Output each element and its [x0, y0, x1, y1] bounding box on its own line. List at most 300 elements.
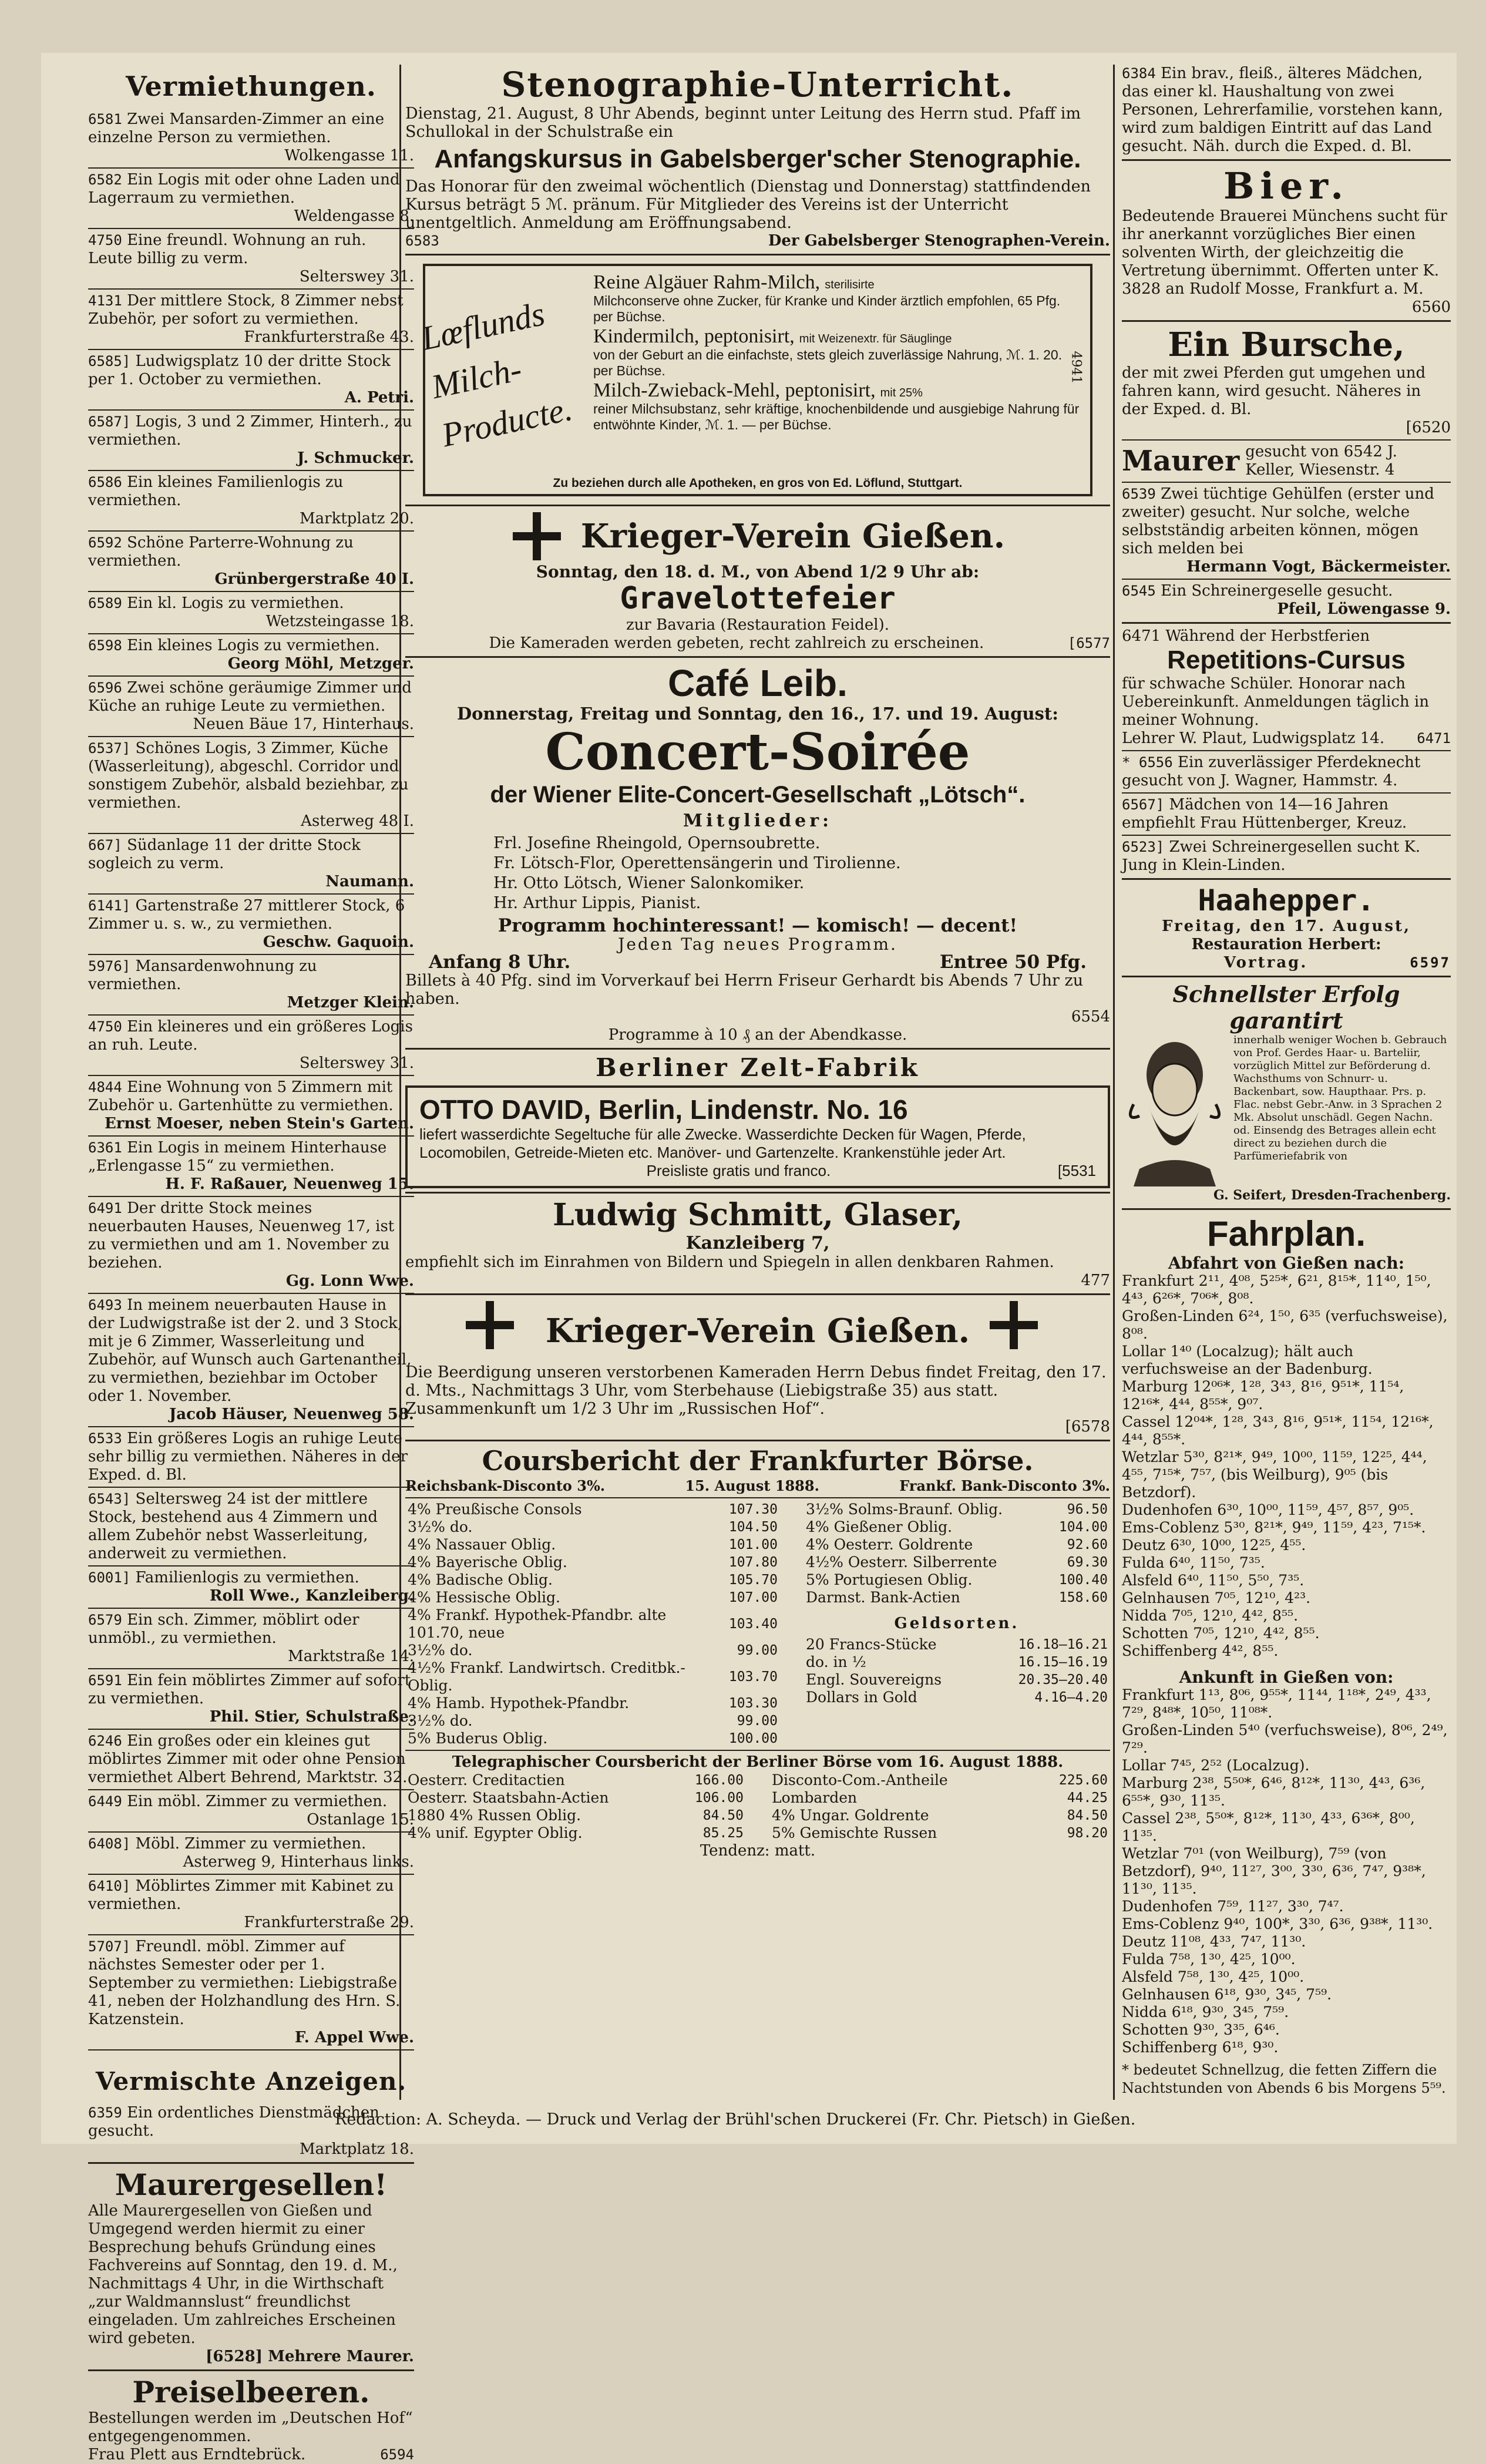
ad-signature: Gg. Lonn Wwe. [285, 1272, 414, 1290]
rental-ad [88, 110, 414, 165]
table-row [769, 1807, 1110, 1824]
timetable-entry: Großen-Linden 6²⁴, 1⁵⁰, 6³⁵ (verfuchsweise), 8⁰⁸. [1122, 1307, 1448, 1342]
ad-divider [1122, 579, 1451, 580]
ad-divider [88, 736, 414, 737]
timetable-entry: Alsfeld 6⁴⁰, 11⁵⁰, 5⁵⁰, 7³⁵. [1122, 1572, 1305, 1589]
steno-title: Stenographie-Unterricht. [501, 65, 1014, 105]
ad-address: Selterswey 31. [299, 268, 414, 285]
boerse-right-table [803, 1501, 1110, 1606]
bier-text: Bedeutende Brauerei Münchens sucht für ihr anerkannt vorzügliches Bier einen solventen Wirth, der gleichzeitig die Vertretung übernimmt. Offerten unter K. 3828 an Rudolf Mosse, Frankfurt a. M. [1122, 207, 1447, 298]
boerse-left-table [405, 1501, 780, 1747]
rental-ad [88, 1018, 414, 1073]
ad-divider [88, 675, 414, 677]
ad-address: Frankfurterstraße 43. [244, 328, 414, 346]
rental-ad [88, 957, 414, 1012]
ad-text: Seltersweg 24 ist der mittlere Stock, bestehend aus 4 Zimmern und allem Zubehör nebst Wasserleitung, anderweit zu vermiethen. [88, 1490, 378, 1562]
table-row [769, 1789, 1110, 1807]
cafe-member: Hr. Otto Lötsch, Wiener Salonkomiker. [493, 874, 805, 892]
ad-divider [88, 349, 414, 350]
ad-signature: Naumann. [325, 873, 414, 890]
krieger2-header [405, 1299, 1110, 1363]
ad-address: Asterweg 9, Hinterhaus links. [183, 1853, 414, 1871]
ad-text: Zwei schöne geräumige Zimmer und Küche an ruhige Leute zu vermiethen. [88, 679, 412, 715]
timetable-entry: Frankfurt 1¹³, 8⁰⁶, 9⁵⁵*, 11⁴⁴, 1¹⁸*, 2⁴⁹, 4³³, 7²⁹, 8⁴⁸*, 10⁵⁰, 11⁰⁸*. [1122, 1686, 1431, 1721]
table-row [769, 1824, 1110, 1842]
zelt-ad [405, 1085, 1110, 1188]
loeflund-item-tag: sterilisirte [825, 278, 875, 291]
right-top-ads [1122, 65, 1451, 156]
maurergesellen-signature: [6528] Mehrere Maurer. [206, 2348, 414, 2365]
ad-signature: H. F. Raßauer, Neuenweg 15. [165, 1175, 414, 1193]
fahrplan-note: * bedeutet Schnellzug, die fetten Ziffern die Nachtstunden von Abends 6 bis Morgens 5⁵⁹. [1122, 2062, 1446, 2096]
ad-text: Mansardenwohnung zu vermiethen. [88, 957, 317, 993]
ad-divider [88, 1196, 414, 1197]
security-price: 106.00 [694, 1790, 744, 1806]
ad-text: Schönes Logis, 3 Zimmer, Küche (Wasserleitung), abgeschl. Corridor und sonstigem Zubehör, alsbald beziehbar, zu vermiethen. [88, 739, 409, 812]
loeflund-footer: Zu beziehen durch alle Apotheken, en gros von Ed. Löflund, Stuttgart. [553, 476, 963, 490]
ad-address: Ostanlage 15. [307, 1811, 414, 1828]
iron-cross-icon [510, 510, 563, 563]
table-row [405, 1824, 746, 1842]
loeflund-item-tag: mit Weizenextr. für Säuglinge [799, 332, 952, 345]
timetable-entry: Lollar 1⁴⁰ (Localzug); hält auch verfuchsweise an der Badenburg. [1122, 1343, 1373, 1377]
security-name: 4% Frankf. Hypothek-Pfandbr. alte 101.70, neue [408, 1606, 667, 1641]
ad-divider [88, 893, 414, 895]
table-row [803, 1554, 1110, 1571]
security-price: 85.25 [702, 1826, 744, 1841]
ad-text: Freundl. möbl. Zimmer auf nächstes Semester oder per 1. September zu vermiethen: Liebigstraße 41, neben der Holzhandlung des Hrn. S. Katzenstein. [88, 1938, 401, 2028]
right-column [1122, 65, 1451, 2097]
security-name: 5% Gemischte Russen [772, 1824, 937, 1841]
ad-divider [88, 2049, 414, 2050]
table-row [803, 1536, 1110, 1554]
ad-divider [88, 1874, 414, 1875]
security-price: 99.00 [737, 1713, 778, 1729]
bursche-title: Ein Bursche, [1168, 325, 1405, 364]
rental-ad [88, 739, 414, 831]
ad-number: 6491 [88, 1200, 122, 1216]
fahrplan-title: Fahrplan. [1206, 1214, 1366, 1253]
ad-divider [88, 954, 414, 955]
table-row [405, 1730, 780, 1747]
ad-address: Asterweg 48 I. [301, 812, 414, 830]
ad-address: Frankfurterstraße 29. [244, 1914, 414, 1931]
security-price: 103.30 [728, 1696, 778, 1711]
ad-text: Ein Schreinergeselle gesucht. [1161, 582, 1393, 600]
ad-text: Eine freundl. Wohnung an ruh. Leute billig zu verm. [88, 231, 367, 267]
bearded-man-illustration [1122, 1034, 1228, 1186]
classified-ad [1122, 582, 1451, 618]
rental-ad [88, 1430, 414, 1484]
security-price: 101.00 [728, 1537, 778, 1552]
maurer-ad [1122, 443, 1451, 479]
ad-divider [88, 1565, 414, 1567]
ad-divider [88, 1831, 414, 1833]
loeflund-item [593, 325, 1081, 379]
rental-ad [88, 1938, 414, 2047]
left-column [88, 65, 414, 2464]
ad-number: 6567] [1122, 796, 1165, 813]
erfolg-signature: G. Seifert, Dresden-Trachenberg. [1213, 1188, 1451, 1203]
table-row [405, 1789, 746, 1807]
ad-signature: Georg Möhl, Metzger. [227, 655, 414, 673]
rental-ad [88, 1732, 414, 1787]
security-price: 20.35—20.40 [1018, 1672, 1108, 1688]
ad-text: Mädchen von 14—16 Jahren empfiehlt Frau Hüttenberger, Kreuz. [1122, 796, 1407, 832]
classified-ad [1122, 796, 1451, 832]
ad-signature: Geschw. Gaquoin. [263, 933, 414, 951]
ad-divider [88, 1789, 414, 1790]
timetable-entry: Deutz 11⁰⁸, 4³³, 7⁴⁷, 11³⁰. [1122, 1933, 1306, 1950]
cafe-member: Frl. Josefine Rheingold, Opernsoubrette. [493, 834, 821, 852]
steno-headline: Anfangskursus in Gabelsberger'scher Stenographie. [434, 144, 1081, 173]
security-name: 1880 4% Russen Oblig. [408, 1807, 581, 1824]
security-price: 107.00 [728, 1590, 778, 1605]
geld-table [803, 1636, 1110, 1706]
security-name: Engl. Souvereigns [806, 1671, 942, 1688]
rental-ad [88, 231, 414, 286]
misc-ads-title: Vermischte Anzeigen. [95, 2067, 407, 2096]
ad-number: 6586 [88, 474, 122, 490]
haahepper-line3: Vortrag. 6597 [1223, 954, 1451, 972]
security-price: 100.00 [728, 1731, 778, 1746]
krieger1-text: Die Kameraden werden gebeten, recht zahlreich zu erscheinen. [6577 [489, 634, 1110, 652]
security-name: 4% Bayerische Oblig. [408, 1554, 567, 1571]
loeflund-item [593, 379, 1081, 433]
berlin-tables [405, 1771, 1110, 1842]
ad-divider [88, 1014, 414, 1016]
ad-address: Marktplatz 20. [300, 510, 414, 527]
security-price: 16.15—16.19 [1018, 1655, 1108, 1670]
ad-divider [88, 1608, 414, 1609]
ad-divider [88, 1426, 414, 1427]
security-name: Oesterr. Staatsbahn-Actien [408, 1789, 609, 1806]
page-footer: Redaction: A. Scheyda. — Druck und Verlag der Brühl'schen Druckerei (Fr. Chr. Pietsch) in Gießen. [335, 2110, 1136, 2129]
ad-divider [88, 1135, 414, 1137]
security-name: 3½% do. [408, 1712, 473, 1729]
zelt-price: Preisliste gratis und franco. [5531 [646, 1162, 1096, 1179]
loeflund-item-name: Kindermilch, peptonisirt, [593, 325, 795, 347]
ad-text: Ein größeres Logis an ruhige Leute sehr billig zu vermiethen. Näheres in der Exped. d. Bl. [88, 1430, 408, 1484]
ad-address: Wolkengasse 11. [284, 147, 414, 164]
classified-ad [1122, 754, 1451, 790]
table-row [803, 1671, 1110, 1689]
security-name: 4% unif. Egypter Oblig. [408, 1824, 583, 1841]
timetable-entry: Deutz 6³⁰, 10⁰⁰, 12²⁵, 4⁵⁵. [1122, 1537, 1306, 1554]
loeflund-ad-number: 4941 [1068, 351, 1084, 384]
ad-divider [88, 1668, 414, 1669]
rental-ad [88, 1793, 414, 1829]
security-price: 100.40 [1058, 1572, 1108, 1588]
steno-text-1: Dienstag, 21. August, 8 Uhr Abends, beginnt unter Leitung des Herrn stud. Pfaff im Schullokal in der Schulstraße ein [405, 105, 1081, 141]
table-row [405, 1554, 780, 1571]
rental-ad [88, 1569, 414, 1605]
ad-text: Zwei Mansarden-Zimmer an eine einzelne Person zu vermiethen. [88, 110, 385, 146]
rental-ads-list [88, 110, 414, 2050]
table-row [405, 1518, 780, 1536]
ad-number: 4844 [88, 1079, 122, 1095]
timetable-entry: Schiffenberg 6¹⁸, 9³⁰. [1122, 2039, 1279, 2056]
rental-ad [88, 1078, 414, 1133]
rental-ad [88, 1835, 414, 1871]
steno-footer: 6583 Der Gabelsberger Stenographen-Verein. [405, 232, 1110, 250]
table-row [405, 1642, 780, 1659]
rental-ad [88, 1199, 414, 1290]
ad-number: 6533 [88, 1430, 122, 1447]
security-price: 16.18—16.21 [1018, 1637, 1108, 1652]
ad-text: Möbl. Zimmer zu vermiethen. [135, 1835, 367, 1853]
ad-signature: A. Petri. [344, 389, 414, 406]
ad-signature: Metzger Klein. [287, 994, 414, 1011]
boerse-header: Reichsbank-Disconto 3%. 15. August 1888. Frankf. Bank-Disconto 3%. [405, 1477, 1110, 1494]
loeflund-item-tag: mit 25% [880, 386, 923, 399]
maurergesellen-text: Alle Maurergesellen von Gießen und Umgegend werden hiermit zu einer Besprechung behufs Gründung eines Fachvereins auf Sonntag, den 19. d. M., Nachmittags 4 Uhr, in die Wirthschaft „zur Waldmannslust“ freundlichst eingeladen. Um zahlreiches Erscheinen wird gebeten. [88, 2202, 398, 2347]
ad-divider [88, 1075, 414, 1076]
loeflund-item-desc: von der Geburt an die einfachste, stets gleich zuverlässige Nahrung, ℳ. 1. 20. per Büchse. [593, 347, 1063, 378]
security-name: 4% Gießener Oblig. [806, 1518, 953, 1535]
ad-number: 6537] [88, 740, 131, 757]
security-price: 96.50 [1067, 1502, 1108, 1517]
ad-signature: Grünbergerstraße 40 I. [214, 570, 414, 588]
rental-ad [88, 171, 414, 226]
ad-number: 6384 [1122, 65, 1156, 82]
security-price: 4.16—4.20 [1034, 1690, 1108, 1705]
ad-number: 4131 [88, 293, 122, 309]
ad-number: 6141] [88, 897, 131, 914]
berlin-right-table [769, 1771, 1110, 1842]
preiselbeeren-title: Preiselbeeren. [132, 2375, 370, 2409]
schmitt-number: 477 [1081, 1272, 1110, 1289]
ad-number: * 6556 [1122, 754, 1173, 771]
rental-ad [88, 292, 414, 347]
ad-address: Wetzsteingasse 18. [265, 613, 414, 630]
ad-signature: F. Appel Wwe. [294, 2029, 414, 2046]
maurer-title: Maurer [1122, 445, 1240, 478]
maurer-text: gesucht von 6542 J. Keller, Wiesenstr. 4 [1245, 443, 1397, 479]
rental-ad [88, 594, 414, 631]
ad-number: 5707] [88, 1938, 131, 1955]
security-name: Lombarden [772, 1789, 858, 1806]
erfolg-ad [1122, 1034, 1451, 1186]
cafe-dates: Donnerstag, Freitag und Sonntag, den 16., 17. und 19. August: [457, 704, 1058, 724]
ad-text: Ein fein möblirtes Zimmer auf sofort zu vermiethen. [88, 1672, 411, 1707]
ad-divider [88, 1934, 414, 1935]
zelt-title: Berliner Zelt-Fabrik [596, 1053, 920, 1082]
timetable-entry: Dudenhofen 6³⁰, 10⁰⁰, 11⁵⁹, 4⁵⁷, 8⁵⁷, 9⁰⁵. [1122, 1501, 1414, 1518]
ad-signature: Roll Wwe., Kanzleiberg. [209, 1587, 414, 1605]
cafe-program: Programm hochinteressant! — komisch! — decent! [497, 915, 1018, 936]
security-name: 4% Hessische Oblig. [408, 1589, 560, 1606]
preiselbeeren-text: Bestellungen werden im „Deutschen Hof“ entgegengenommen. [88, 2409, 413, 2445]
cafe-number: 6554 [1071, 1008, 1110, 1026]
krieger1-date: Sonntag, den 18. d. M., von Abend 1/2 9 Uhr ab: [536, 562, 980, 581]
security-name: 20 Francs-Stücke [806, 1636, 937, 1653]
berlin-title: Telegraphischer Coursbericht der Berliner Börse vom 16. August 1888. [452, 1753, 1064, 1771]
ad-address: Selterswey 31. [299, 1054, 414, 1072]
ad-address: Marktstraße 14. [288, 1648, 414, 1665]
ad-text: Ein brav., fleiß., älteres Mädchen, das einer kl. Haushaltung von zwei Personen, Lehrerfamilie, vorstehen kann, wird zum baldigen Eintritt auf das Land gesucht. Näh. durch die Exped. d. Bl. [1122, 65, 1443, 155]
security-name: 4½% Frankf. Landwirtsch. Creditbk.-Oblig. [408, 1659, 685, 1694]
ad-text: Logis, 3 und 2 Zimmer, Hinterh., zu vermiethen. [88, 413, 412, 449]
security-price: 104.00 [1058, 1520, 1108, 1535]
table-row [803, 1589, 1110, 1606]
erfolg-title: Schnellster Erfolg garantirt [1172, 981, 1400, 1034]
berlin-left-table [405, 1771, 746, 1842]
cafe-members-list [493, 833, 1110, 913]
haahepper-line2: Restauration Herbert: [1191, 936, 1381, 953]
table-row [769, 1771, 1110, 1789]
timetable-entry: Wetzlar 7⁰¹ (von Weilburg), 7⁵⁹ (von Betzdorf), 9⁴⁰, 11²⁷, 3⁰⁰, 3³⁰, 6³⁶, 7⁴⁷, 9³⁸*, 11³⁰, 11³⁵. [1122, 1845, 1426, 1897]
berlin-tendenz: Tendenz: matt. [700, 1842, 816, 1860]
security-name: 4% Badische Oblig. [408, 1571, 553, 1588]
ad-text: Gartenstraße 27 mittlerer Stock, 6 Zimmer u. s. w., zu vermiethen. [88, 897, 405, 933]
right-mid-ads [1122, 485, 1451, 618]
rental-ad [88, 473, 414, 528]
krieger2-text: Die Beerdigung unseren verstorbenen Kameraden Herrn Debus findet Freitag, den 17. d. Mts., Nachmittags 3 Uhr, vom Sterbehause (Liebigstraße 35) aus statt. Zusammenkunft um 1/2 3 Uhr im „Russischen Hof“. [405, 1363, 1107, 1418]
security-price: 104.50 [728, 1520, 778, 1535]
security-price: 98.20 [1067, 1826, 1108, 1841]
ad-divider [88, 591, 414, 592]
ad-text: Ein zuverlässiger Pferdeknecht gesucht von J. Wagner, Hammstr. 4. [1122, 754, 1421, 789]
loeflund-brand: Lœflunds Milch-Producte. [418, 294, 576, 455]
loeflund-item-name: Reine Algäuer Rahm-Milch, [593, 271, 821, 293]
timetable-entry: Wetzlar 5³⁰, 8²¹*, 9⁴⁹, 10⁰⁰, 11⁵⁹, 12²⁵, 4⁴⁴, 4⁵⁵, 7¹⁵*, 7⁵⁷, (bis Weilburg), 9⁰⁵ (bis Betzdorf). [1122, 1448, 1427, 1501]
security-price: 107.80 [728, 1555, 778, 1570]
krieger2-title: Krieger-Verein Gießen. [545, 1312, 970, 1350]
security-price: 166.00 [694, 1773, 744, 1788]
iron-cross-icon [987, 1299, 1052, 1363]
zelt-text: liefert wasserdichte Segeltuche für alle Zwecke. Wasserdichte Decken für Wagen, Pferde, Locomobilen, Getreide-Mieten etc. Manöver- und Gartenzelte. Krankenstühle jeder Art. [419, 1125, 1026, 1161]
ad-text: Südanlage 11 der dritte Stock sogleich zu verm. [88, 836, 361, 872]
security-name: 4% Ungar. Goldrente [772, 1807, 929, 1824]
krieger1-title: Krieger-Verein Gießen. [580, 517, 1006, 556]
security-name: 5% Portugiesen Oblig. [806, 1571, 973, 1588]
table-row [803, 1653, 1110, 1671]
bursche-text: der mit zwei Pferden gut umgehen und fahren kann, wird gesucht. Näheres in der Exped. d. Bl. [1122, 364, 1426, 418]
table-row [405, 1571, 780, 1589]
table-row [405, 1659, 780, 1695]
haahepper-line1: Freitag, den 17. August, [1161, 917, 1411, 935]
ad-signature: Hermann Vogt, Bäckermeister. [1186, 558, 1451, 576]
ad-text: Möblirtes Zimmer mit Kabinet zu vermiethen. [88, 1877, 394, 1913]
loeflund-item-desc: Milchconserve ohne Zucker, für Kranke und Kinder ärztlich empfohlen, 65 Pfg. per Büchse. [593, 293, 1061, 324]
ad-divider [88, 633, 414, 634]
rental-ad [88, 836, 414, 891]
classified-ad [1122, 65, 1451, 156]
timetable-entry: Frankfurt 2¹¹, 4⁰⁸, 5²⁵*, 6²¹, 8¹⁵*, 11⁴⁰, 1⁵⁰, 4⁴³, 6²⁶*, 7⁰⁶*, 8⁰⁸. [1122, 1272, 1431, 1307]
ad-number: 667] [88, 837, 122, 853]
ad-divider [88, 833, 414, 834]
ad-number: 6598 [88, 637, 122, 654]
timetable-entry: Schiffenberg 4⁴², 8⁵⁵. [1122, 1642, 1279, 1659]
vermiethungen-title: Vermiethungen. [126, 70, 376, 102]
security-name: 4% Oesterr. Goldrente [806, 1536, 973, 1553]
timetable-entry: Ems-Coblenz 5³⁰, 8²¹*, 9⁴⁹, 11⁵⁹, 4²³, 7¹⁵*. [1122, 1519, 1426, 1536]
ad-address: Weldengasse 8. [294, 207, 414, 225]
schmitt-address: Kanzleiberg 7, [685, 1233, 830, 1253]
security-name: Dollars in Gold [806, 1689, 917, 1706]
rental-ad [88, 1611, 414, 1666]
ad-divider [1122, 792, 1451, 794]
ad-divider [1122, 835, 1451, 836]
ad-number: 6585] [88, 353, 131, 369]
ad-text: Zwei tüchtige Gehülfen (erster und zweiter) gesucht. Nur solche, welche selbstständig arbeiten können, mögen sich melden bei [1122, 485, 1434, 557]
rental-ad [88, 1672, 414, 1726]
rental-ad [88, 1490, 414, 1563]
table-row [405, 1501, 780, 1518]
ad-number: 5976] [88, 958, 131, 974]
ad-divider [88, 167, 414, 169]
classified-ad [1122, 838, 1451, 875]
boerse-title: Coursbericht der Frankfurter Börse. [482, 1445, 1034, 1477]
timetable-entry: Marburg 2³⁸, 5⁵⁰*, 6⁴⁶, 8¹²*, 11³⁰, 4⁴³, 6³⁶, 6⁵⁵*, 9³⁰, 11³⁵. [1122, 1774, 1426, 1809]
security-name: 4% Preußische Consols [408, 1501, 582, 1518]
timetable-entry: Schotten 7⁰⁵, 12¹⁰, 4⁴², 8⁵⁵. [1122, 1625, 1320, 1642]
table-row [405, 1606, 780, 1642]
preiselbeeren-signature: Frau Plett aus Erndtebrück. 6594 [88, 2446, 414, 2463]
rental-ad [88, 1877, 414, 1932]
haahepper-title: Haahepper. [1198, 883, 1375, 917]
cafe-programs: Programme à 10 ₰ an der Abendkasse. [608, 1026, 907, 1044]
rental-ad [88, 1296, 414, 1424]
ad-number: 6543] [88, 1491, 131, 1507]
ad-number: 6581 [88, 111, 122, 127]
ad-divider [88, 1729, 414, 1730]
table-row [803, 1571, 1110, 1589]
security-name: 4% Hamb. Hypothek-Pfandbr. [408, 1695, 630, 1712]
timetable-entry: Cassel 12⁰⁴*, 1²⁸, 3⁴³, 8¹⁶, 9⁵¹*, 11⁵⁴, 12¹⁶*, 4⁴⁴, 8⁵⁵*. [1122, 1413, 1434, 1448]
ad-number: 6592 [88, 535, 122, 551]
ad-divider [88, 530, 414, 532]
security-price: 99.00 [737, 1643, 778, 1658]
rental-ad [88, 534, 414, 589]
security-price: 44.25 [1067, 1790, 1108, 1806]
rental-ad [88, 352, 414, 407]
table-row [405, 1536, 780, 1554]
maurergesellen-title: Maurergesellen! [115, 2167, 388, 2202]
ad-text: Ein kl. Logis zu vermiethen. [127, 594, 344, 612]
rental-ad [88, 679, 414, 734]
bier-number: 6560 [1411, 298, 1451, 316]
schmitt-text: empfiehlt sich im Einrahmen von Bildern und Spiegeln in allen denkbaren Rahmen. [405, 1253, 1054, 1271]
rental-ad [88, 637, 414, 673]
table-row [803, 1518, 1110, 1536]
table-row [405, 1695, 780, 1712]
security-name: 3½% Solms-Braunf. Oblig. [806, 1501, 1003, 1518]
middle-column [405, 65, 1110, 1860]
timetable-entry: Alsfeld 7⁵⁸, 1³⁰, 4²⁵, 10⁰⁰. [1122, 1968, 1305, 1985]
security-name: Darmst. Bank-Actien [806, 1589, 960, 1606]
security-name: 4% Nassauer Oblig. [408, 1536, 556, 1553]
ad-divider [88, 470, 414, 471]
rep-signature: Lehrer W. Plaut, Ludwigsplatz 14. 6471 [1122, 730, 1451, 747]
security-price: 103.70 [728, 1669, 778, 1685]
ad-text: Ein kleineres und ein größeres Logis an ruh. Leute. [88, 1018, 413, 1054]
ad-divider [88, 1293, 414, 1294]
security-price: 105.70 [728, 1572, 778, 1588]
cafe-concert: Concert-Soirée [545, 722, 970, 782]
krieger1-header [405, 510, 1110, 563]
rental-ad [88, 897, 414, 952]
abfahrt-list [1122, 1272, 1451, 1660]
ad-text: Eine Wohnung von 5 Zimmern mit Zubehör u. Gartenhütte zu vermiethen. [88, 1078, 394, 1114]
ad-number: 6410] [88, 1878, 131, 1894]
timetable-entry: Lollar 7⁴⁵, 2⁵² (Localzug). [1122, 1757, 1310, 1774]
right-low-ads [1122, 754, 1451, 875]
security-name: 4½% Oesterr. Silberrente [806, 1554, 997, 1571]
timetable-entry: Dudenhofen 7⁵⁹, 11²⁷, 3³⁰, 7⁴⁷. [1122, 1898, 1344, 1915]
table-row [405, 1589, 780, 1606]
